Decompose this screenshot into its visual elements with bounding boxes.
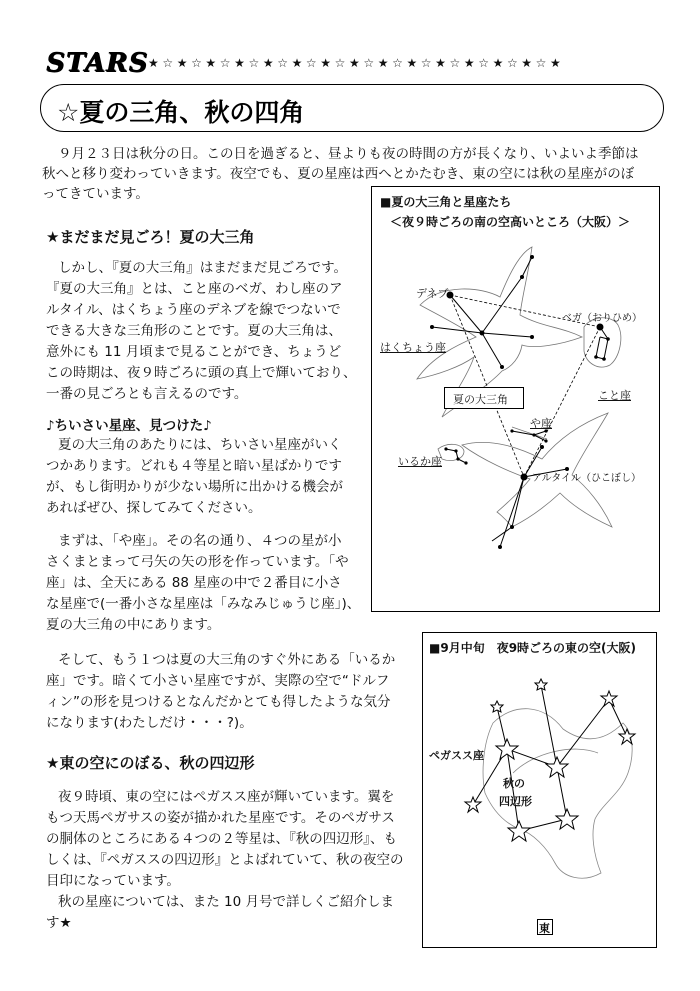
- intro-line-3: ってきています。: [42, 186, 149, 202]
- label-east: 東: [539, 922, 550, 935]
- label-sagitta: や座: [530, 417, 552, 430]
- label-autumn-square-1: 秋の: [503, 777, 525, 790]
- section2c-line-4: になります(わたしだけ・・・?)。: [46, 715, 253, 731]
- label-delphinus: いるか座: [398, 455, 442, 468]
- section3-line-4: しくは、『ペガススの四辺形』とよばれていて、秋の夜空の: [46, 852, 404, 868]
- stars-header: [46, 48, 666, 78]
- east-direction-box: [537, 919, 553, 935]
- section2b-line-4: な星座で(一番小さな星座は「みなみじゅうじ座」)、: [46, 596, 361, 612]
- section2b-line-3: 座」は、全天にある 88 星座の中で２番目に小さ: [46, 575, 342, 591]
- figure1-subtitle: ＜夜９時ごろの南の空高いところ（大阪）＞: [390, 215, 631, 229]
- section2-line-3: が、もし街明かりが少ない場所に出かける機会が: [46, 479, 343, 495]
- intro-line-1: ９月２３日は秋分の日。この日を過ぎると、昼よりも夜の時間の方が長くなり、いよいよ季節は: [58, 146, 639, 162]
- stars-logo: STARS: [46, 48, 149, 78]
- section3-line-2: もつ天馬ペガサスの姿が描かれた星座です。そのペガサス: [46, 810, 395, 826]
- star-divider: ★☆★☆★☆★☆★☆★☆★☆★☆★☆★☆★☆★☆★☆★☆★: [148, 56, 565, 70]
- section1-line-4: できる大きな三角形のことです。夏の大三角は、: [46, 323, 342, 339]
- pegasus-stars: [465, 679, 635, 841]
- label-autumn-square-2: 四辺形: [499, 795, 532, 808]
- section3-line-7: す★: [46, 915, 72, 931]
- triangle-label-box: [444, 387, 524, 409]
- autumn-sky-map: [423, 633, 656, 947]
- section2c-line-1: そして、もう１つは夏の大三角のすぐ外にある「いるか: [58, 652, 396, 668]
- section1-line-1: しかし、『夏の大三角』はまだまだ見ごろです。: [58, 260, 348, 276]
- section-heading-small-constellations: ♪ちいさい星座、見つけた♪: [46, 418, 212, 434]
- section1-line-3: ルタイル、はくちょう座のデネブを線でつないで: [46, 302, 341, 318]
- label-cygnus: はくちょう座: [380, 341, 446, 354]
- summer-triangle-figure: [371, 186, 660, 612]
- label-pegasus: ペガスス座: [429, 749, 484, 762]
- pegasus-figure: [422, 632, 657, 948]
- section1-line-7: 一番の見ごろとも言えるのです。: [46, 386, 248, 402]
- section2-line-4: あればぜひ、探してみてください。: [46, 500, 262, 516]
- section2-line-1: 夏の大三角のあたりには、ちいさい星座がいく: [58, 437, 342, 453]
- section-heading-autumn-square: ★東の空にのぼる、秋の四辺形: [46, 754, 255, 772]
- label-lyra: こと座: [598, 389, 631, 402]
- intro-line-2: 秋へと移り変わっていきます。夜空でも、夏の星座は西へとかたむき、東の空には秋の星座がのぼ: [42, 166, 635, 182]
- section2b-line-5: 夏の大三角の中にあります。: [46, 617, 221, 633]
- section2c-line-2: 座」です。暗くて小さい星座ですが、実際の空で“ドルフ: [46, 673, 390, 689]
- section1-line-2: 『夏の大三角』とは、こと座のベガ、わし座のア: [46, 281, 343, 297]
- title-banner: [40, 84, 664, 132]
- label-deneb: デネブ: [416, 287, 449, 300]
- section1-line-5: 意外にも 11 月頃まで見ることができ、ちょうど: [46, 344, 342, 360]
- section2c-line-3: ィン”の形を見つけるとなんだかとても得したような気分: [46, 694, 391, 710]
- label-summer-triangle: 夏の大三角: [453, 393, 508, 406]
- section2b-line-1: まずは、「や座」。その名の通り、４つの星が小: [58, 533, 342, 549]
- section3-line-5: 目印になっています。: [46, 873, 180, 889]
- section2-line-2: つかあります。どれも４等星と暗い星ばかりです: [46, 458, 342, 474]
- cygnus-lines: [432, 257, 532, 367]
- section2b-line-2: さくまとまって弓矢の矢の形を作っています。「や: [46, 554, 349, 570]
- label-vega: ベガ（おりひめ）: [562, 313, 642, 324]
- section-heading-summer-triangle: ★まだまだ見ごろ！夏の大三角: [46, 228, 255, 246]
- figure2-caption: ■9月中旬 夜9時ごろの東の空(大阪): [429, 641, 637, 655]
- section1-line-6: この時期は、夜９時ごろに頭の真上で輝いており、: [46, 365, 357, 381]
- section3-line-1: 夜９時頃、東の空にはペガスス座が輝いています。翼を: [58, 789, 395, 805]
- page-title: ☆夏の三角、秋の四角: [57, 98, 305, 127]
- section3-line-3: の胴体のところにある４つの２等星は、『秋の四辺形』、も: [46, 831, 397, 847]
- figure1-caption: ■夏の大三角と星座たち: [380, 195, 512, 209]
- label-altair: アルタイル（ひこぼし）: [532, 473, 641, 484]
- section3-line-6: 秋の星座については、また 10 月号で詳しくご紹介しま: [58, 894, 394, 910]
